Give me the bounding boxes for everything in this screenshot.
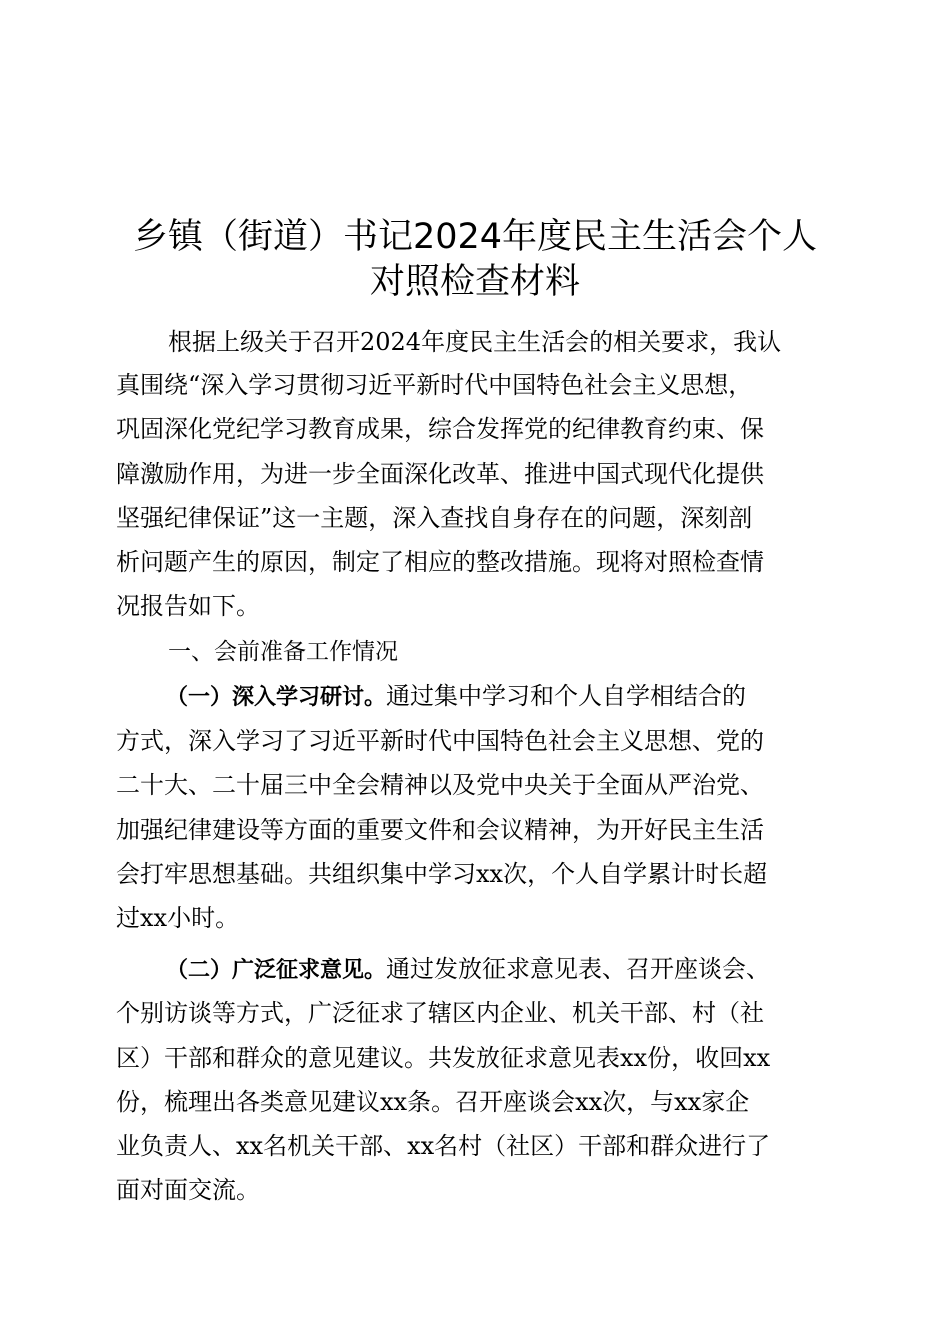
subsection-1-line: 方式，深入学习了习近平新时代中国特色社会主义思想、党的	[116, 727, 764, 755]
subsection-1-lead: （一）深入学习研讨。	[166, 685, 387, 710]
section-heading: 一、会前准备工作情况	[168, 639, 398, 665]
intro-paragraph-line: 巩固深化党纪学习教育成果，综合发挥党的纪律教育约束、保	[116, 415, 764, 443]
subsection-2-line: 份，梳理出各类意见建议xx条。召开座谈会xx次，与xx家企	[116, 1088, 750, 1116]
subsection-1-line: 加强纪律建设等方面的重要文件和会议精神，为开好民主生活	[116, 816, 764, 844]
intro-paragraph-line: 坚强纪律保证”这一主题，深入查找自身存在的问题，深刻剖	[116, 504, 753, 532]
subsection-1-first-line	[166, 680, 746, 714]
subsection-2-line: 面对面交流。	[116, 1176, 260, 1204]
subsection-1-line: 会打牢思想基础。共组织集中学习xx次，个人自学累计时长超	[116, 860, 768, 888]
subsection-2-line: 业负责人、xx名机关干部、xx名村（社区）干部和群众进行了	[116, 1132, 771, 1160]
subsection-1-first-line-text: 通过集中学习和个人自学相结合的	[386, 682, 747, 710]
subsection-2-line: 区）干部和群众的意见建议。共发放征求意见表xx份，收回xx	[116, 1044, 771, 1072]
subsection-2-first-line	[166, 953, 770, 987]
intro-paragraph-line: 真围绕“深入学习贯彻习近平新时代中国特色社会主义思想，	[116, 371, 753, 399]
intro-paragraph-line: 况报告如下。	[116, 592, 260, 620]
subsection-2-line: 个别访谈等方式，广泛征求了辖区内企业、机关干部、村（社	[116, 999, 764, 1027]
subsection-2-first-line-text: 通过发放征求意见表、召开座谈会、	[386, 955, 771, 983]
document-title-line-1: 乡镇（街道）书记2024年度民主生活会个人	[132, 217, 818, 257]
intro-paragraph-line: 根据上级关于召开2024年度民主生活会的相关要求，我认	[168, 328, 782, 356]
intro-paragraph-line: 析问题产生的原因，制定了相应的整改措施。现将对照检查情	[116, 548, 764, 576]
intro-paragraph-line: 障激励作用，为进一步全面深化改革、推进中国式现代化提供	[116, 460, 764, 488]
document-title-line-2: 对照检查材料	[369, 262, 580, 302]
subsection-2-lead: （二）广泛征求意见。	[166, 958, 387, 983]
subsection-1-line: 过xx小时。	[116, 904, 240, 932]
subsection-1-line: 二十大、二十届三中全会精神以及党中央关于全面从严治党、	[116, 771, 764, 799]
